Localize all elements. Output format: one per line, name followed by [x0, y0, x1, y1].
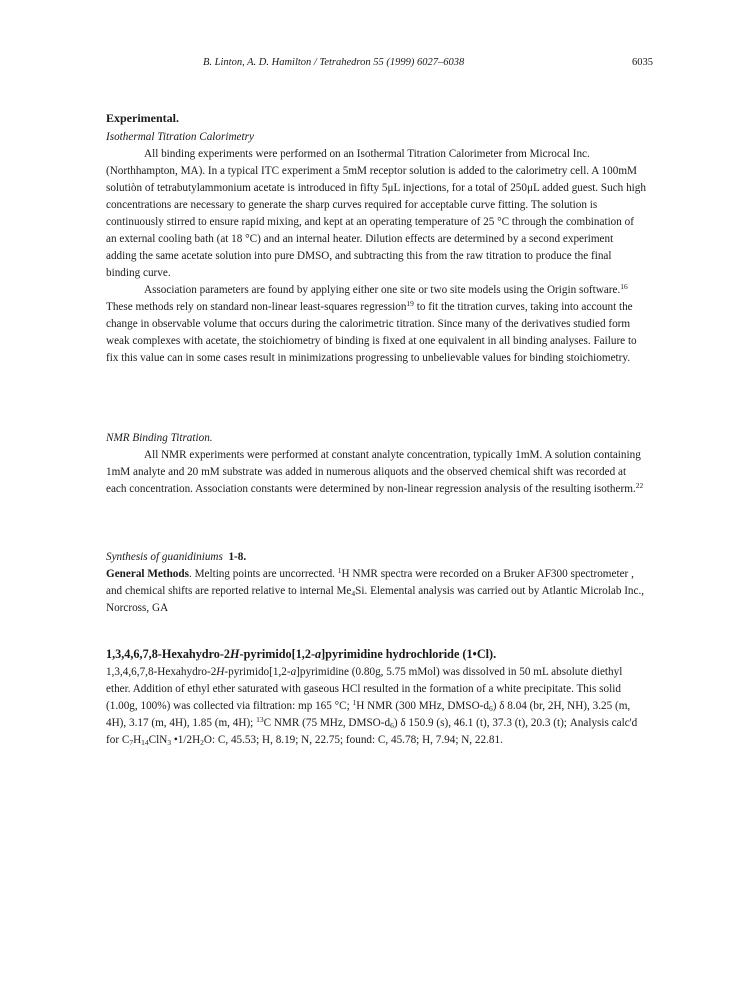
itc-heading: Isothermal Titration Calorimetry: [106, 131, 254, 143]
gm-text-b: H NMR spectra were recorded on a Bruker AF300 spectrometer , and chemical shifts are reported relative to internal Me: [106, 568, 634, 597]
sub-14: 14: [141, 738, 149, 747]
title-part-c: ]pyrimidine hydrochloride (1•Cl).: [321, 647, 497, 661]
body-a: 1,3,4,6,7,8-Hexahydro-2: [106, 666, 217, 678]
itc-paragraph-1: All binding experiments were performed on an Isothermal Titration Calorimeter from Microcal Inc. (Northhampton, MA). In a typical ITC experiment a 5mM receptor solution is added to the calorimetry cell. A 100mM solutiòn of tetrabutylammonium acetate is introduced in fifty 5μL injections, for a total of 250μL added guest. Such high concentrations are necessary to generate the sharp curves required for acceptable curve fitting. The solution is continuously stirred to ensure rapid mixing, and kept at an operating temperature of 25 °C through the combination of an external cooling bath (at 18 °C) and an internal heater. Dilution effects are determined by a second experiment adding the same acetate solution into pure DMSO, and subtracting this from the raw titration to produce the final binding curve.: [106, 148, 646, 279]
synthesis-heading: [106, 549, 646, 566]
body-g: ) δ 150.9 (s), 46.1 (t), 37.3 (t), 20.3 (t); Analysis calc'd for C: [106, 717, 638, 746]
gm-sup-1: 1: [337, 566, 342, 575]
body-h: H: [216, 666, 225, 678]
running-head: B. Linton, A. D. Hamilton / Tetrahedron 55 (1999) 6027–6038: [203, 57, 465, 68]
nmr-text: All NMR experiments were performed at constant analyte concentration, typically 1mM. A solution containing 1mM analyte and 20 mM substrate was added in numerous aliquots and the observed chemical shift was recorded at each concentration. Association constants were determined by non-linear regression analysis of the resulting isotherm.: [106, 449, 641, 495]
body-f: C NMR (75 MHz, DMSO-d: [263, 717, 391, 729]
sub-2: 2: [200, 738, 204, 747]
gm-text-a: . Melting points are uncorrected.: [188, 568, 338, 580]
title-part-a: 1,3,4,6,7,8-Hexahydro-2: [106, 647, 231, 661]
body-i: ClN: [148, 734, 168, 746]
experimental-heading: Experimental.: [106, 111, 179, 125]
title-part-b: -pyrimido[1,2-: [239, 647, 316, 661]
sup-13: 13: [256, 715, 264, 724]
sub-6b: 6: [390, 721, 394, 730]
running-header: [0, 57, 731, 73]
nmr-titration-section: [106, 430, 646, 498]
itc-p2-text-b: These methods rely on standard non-linear least-squares regression: [106, 301, 407, 313]
synthesis-heading-compounds: 1-8.: [228, 551, 247, 563]
compound-entry: [106, 646, 646, 749]
body-b: -pyrimido[1,2-: [224, 666, 291, 678]
nmr-heading: NMR Binding Titration.: [106, 432, 213, 444]
body-c: ]pyrimidine (0.80g, 5.75 mMol) was dissolved in 50 mL absolute diethyl ether. Addition of ethyl ether saturated with gaseous HCl resulted in the formation of a white precipitate. This solid (1.00g, 100%) was collected via filtration: mp 165 °C;: [106, 666, 623, 712]
ref-22: 22: [635, 481, 644, 490]
ref-16: 16: [620, 282, 628, 291]
body-a-italic: a: [290, 666, 297, 678]
compound-procedure: [106, 664, 646, 749]
compound-title: [106, 646, 646, 663]
experimental-section: [106, 110, 646, 367]
general-methods-paragraph: [106, 566, 646, 617]
synthesis-section: [106, 549, 646, 617]
ref-19: 19: [406, 299, 414, 308]
body-k: O: C, 45.53; H, 8.19; N, 22.75; found: C, 45.78; H, 7.94; N, 22.81.: [203, 734, 503, 746]
sub-3: 3: [167, 738, 172, 747]
gm-text-c: Si. Elemental analysis was carried out by Atlantic Microlab Inc., Norcross, GA: [106, 585, 645, 614]
nmr-paragraph: [106, 447, 646, 498]
itc-paragraph-2: [106, 282, 646, 367]
body-h2: H: [133, 734, 142, 746]
title-part-a-italic: a: [315, 647, 322, 661]
body-d: H NMR (300 MHz, DMSO-d: [356, 700, 489, 712]
itc-p2-text-a: Association parameters are found by applying either one site or two site models using the Origin software.: [144, 284, 621, 296]
general-methods-label: General Methods: [106, 568, 189, 580]
body-e: ) δ 8.04 (br, 2H, NH), 3.25 (m, 4H), 3.17 (m, 4H), 1.85 (m, 4H);: [106, 700, 631, 729]
itc-p2-text-c: to fit the titration curves, taking into account the change in observable volume that occurs during the calorimetric titration. Since many of the derivatives studied form weak complexes with acetate, the stoichiometry of binding is fixed at one equivalent in all binding analyses. Failure to fix this value can in some cases result in minimizations progressing to unbelievable values for binding stoichiometry.: [106, 301, 637, 364]
sup-1: 1: [352, 698, 357, 707]
synthesis-heading-text: Synthesis of guanidiniums: [106, 551, 223, 563]
page-number: 6035: [632, 57, 653, 68]
sub-7: 7: [129, 738, 134, 747]
body-j: •1/2H: [171, 734, 201, 746]
gm-sub-4: 4: [351, 589, 356, 598]
sub-6a: 6: [488, 704, 493, 713]
title-part-h: H: [230, 647, 240, 661]
